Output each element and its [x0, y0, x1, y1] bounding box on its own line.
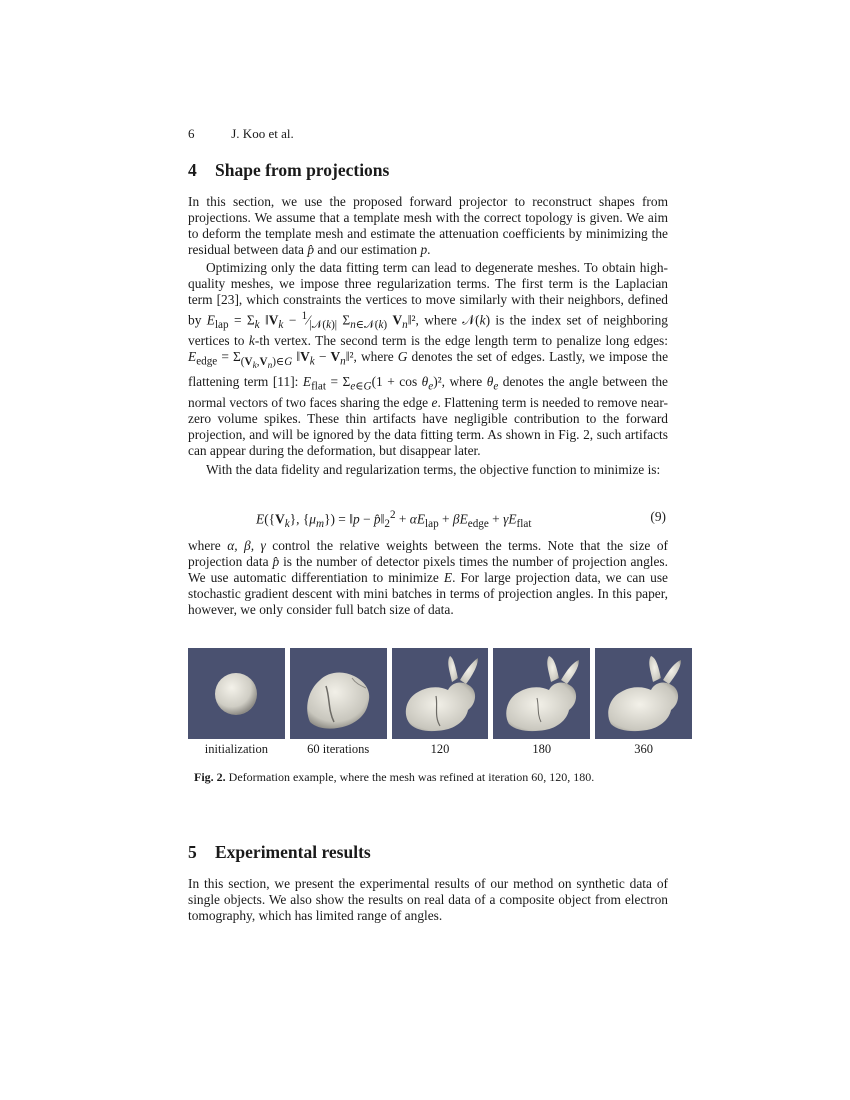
- figure-2-labels: [188, 742, 692, 757]
- bunny-mesh-image: [392, 648, 489, 739]
- paragraph: In this section, we present the experimental results of our method on synthetic data of single objects. We also show the results on real data of a composite object from electron tomography, which has limited range of angles.: [188, 876, 668, 923]
- panel-180: [493, 648, 590, 739]
- panel-label: 120: [430, 742, 450, 756]
- running-head-authors: J. Koo et al.: [231, 126, 294, 141]
- panel-120: [392, 648, 489, 739]
- figure-2-caption: [194, 770, 594, 785]
- equation-body: $E(\{V_k\}$, $\{\mu_m\}$) = ‖p − $p̂‖_2^2 + \alpha E_{lap} + \beta E_{edge} + \gamma E_{flat}$: [256, 509, 532, 531]
- bunny-mesh-image: [493, 648, 590, 739]
- paragraph: With the data fidelity and regularization terms, the objective function to minimize is:: [206, 462, 661, 477]
- bunny-mesh-image: [290, 648, 387, 739]
- paragraph: In this section, we use the proposed forward projector to reconstruct shapes from projections. We assume that a template mesh with the correct topology is given. We aim to deform the template mesh and estimate the attenuation coefficients by minimizing the residual between data p̂ and our estimation p.: [188, 194, 668, 257]
- section-number: 4: [188, 160, 197, 180]
- paragraph: Optimizing only the data fitting term can lead to degenerate meshes. To obtain high-quality meshes, we impose three regularization terms. The first term is the Laplacian term [23], which constraints the vertices to move similarly with their neighbors, defined by $E_{lap} = \Sigma_k$ $‖V_k$ − $^1⁄_{|𝒩(k)|}$ $\Sigma_{n\in 𝒩(k)}$ $V_n‖^2$, where 𝒩(k) is the index set of neighboring vertices to k-th vertex. The second term is the edge length term to penalize long edges: $E_{edge} = \Sigma_{(V_k,V_n)\in G}$ $‖V_k$ − $V_n‖^2$, where G denotes the set of edges. Lastly, we impose the flattening term [11]: $E_{flat} = \Sigma_{e\in G}(1 + \cos \theta_e)^2$, where $\theta_e$ denotes the angle between the normal vectors of two faces sharing the edge e. Flattening term is needed to remove near-zero volume spikes. These thin artifacts have negligible contribution to the forward projection, and will be ignored by the data fitting term. As shown in Fig. 2, such artifacts can appear during the deformation, but disappear later.: [188, 260, 669, 458]
- caption-text: Deformation example, where the mesh was refined at iteration 60, 120, 180.: [228, 770, 595, 784]
- panel-60-iterations: [290, 648, 387, 739]
- figure-2-panels: [188, 648, 692, 740]
- section-number: 5: [188, 842, 197, 862]
- panel-360: [595, 648, 692, 739]
- sphere-mesh-image: [188, 648, 285, 739]
- section-4-heading: [188, 160, 389, 181]
- panel-initialization: [188, 648, 285, 739]
- panel-label: 360: [634, 742, 653, 756]
- panel-label: initialization: [204, 742, 268, 756]
- running-head: [188, 126, 294, 142]
- paragraph: where α, β, γ control the relative weights between the terms. Note that the size of projection data p̂ is the number of detector pixels times the number of projection angles. We use automatic differentiation to minimize E. For large projection data, we can use stochastic gradient descent with mini batches in terms of projection angles. In this paper, however, we only consider full batch size of data.: [188, 538, 668, 617]
- section-5-heading: [188, 842, 371, 863]
- panel-label: 180: [532, 742, 552, 756]
- page-number: 6: [188, 126, 195, 141]
- section-title: Experimental results: [215, 842, 371, 862]
- bunny-mesh-image: [595, 648, 692, 739]
- section-title: Shape from projections: [215, 160, 390, 180]
- equation-number: (9): [650, 509, 666, 524]
- panel-label: 60 iterations: [307, 742, 370, 756]
- caption-label: Fig. 2.: [194, 770, 226, 784]
